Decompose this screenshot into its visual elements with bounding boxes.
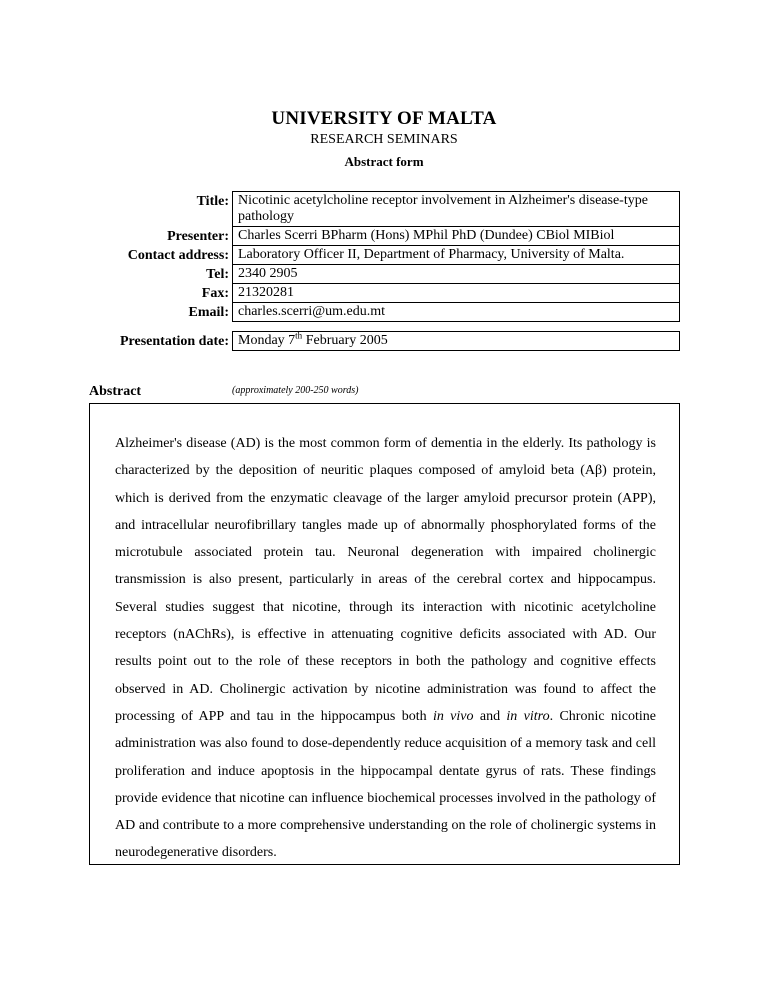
abstract-text — [115, 430, 656, 867]
date-field — [232, 331, 680, 351]
email-label: Email: — [188, 305, 229, 320]
university-name: UNIVERSITY OF MALTA — [271, 108, 497, 129]
tel-field: 2340 2905 — [232, 264, 680, 284]
abstract-box — [89, 403, 680, 865]
abstract-text-part-1: Alzheimer's disease (AD) is the most common form of dementia in the elderly. Its pathology is characterized by the deposition of neuritic plaques composed of amyloid beta (Aβ) protein, which is derived from the enzymatic cleavage of the larger amyloid precursor protein (APP), and intracellular neurofibrillary tangles made up of abnormally phosphorylated forms of the microtubule associated protein tau. Neuronal degeneration with impaired cholinergic transmission is also present, particularly in areas of the cerebral cortex and hippocampus. Several studies suggest that nicotine, through its interaction with nicotinic acetylcholine receptors (nAChRs), is effective in attenuating cognitive deficits associated with AD. Our results point out to the role of these receptors in both the pathology and cognitive effects observed in AD. Cholinergic activation by nicotine administration was found to affect the processing of APP and tau in the hippocampus both — [115, 436, 656, 724]
presenter-label: Presenter: — [167, 229, 229, 244]
abstract-text-part-3: . Chronic nicotine administration was also found to dose-dependently reduce acquisition of a memory task and cell proliferation and induce apoptosis in the hippocampal dentate gyrus of rats. These findings provide evidence that nicotine can influence biochemical processes involved in the pathology of AD and contribute to a more comprehensive understanding on the role of cholinergic systems in neurodegenerative disorders. — [115, 708, 656, 861]
title-field: Nicotinic acetylcholine receptor involvement in Alzheimer's disease-type pathology — [232, 191, 680, 227]
abstract-text-part-2: and — [473, 708, 507, 724]
abstract-word-hint: (approximately 200-250 words) — [232, 385, 359, 396]
abstract-italic-in-vitro: in vitro — [506, 708, 550, 724]
title-label: Title: — [196, 194, 229, 209]
fax-field: 21320281 — [232, 283, 680, 303]
abstract-italic-in-vivo: in vivo — [432, 708, 474, 724]
abstract-label: Abstract — [89, 384, 142, 399]
date-label: Presentation date: — [120, 334, 229, 349]
tel-label: Tel: — [206, 267, 229, 282]
fax-label: Fax: — [201, 286, 229, 301]
date-rest: February 2005 — [302, 333, 388, 348]
form-header — [0, 108, 768, 170]
presenter-field: Charles Scerri BPharm (Hons) MPhil PhD (Dundee) CBiol MIBiol — [232, 226, 680, 246]
form-name: Abstract form — [344, 154, 424, 169]
contact-label: Contact address: — [127, 248, 229, 263]
contact-field: Laboratory Officer II, Department of Pharmacy, University of Malta. — [232, 245, 680, 265]
date-ordinal: th — [295, 330, 303, 341]
seminar-series: RESEARCH SEMINARS — [310, 132, 458, 147]
email-field: charles.scerri@um.edu.mt — [232, 302, 680, 322]
date-prefix: Monday 7 — [238, 333, 296, 348]
